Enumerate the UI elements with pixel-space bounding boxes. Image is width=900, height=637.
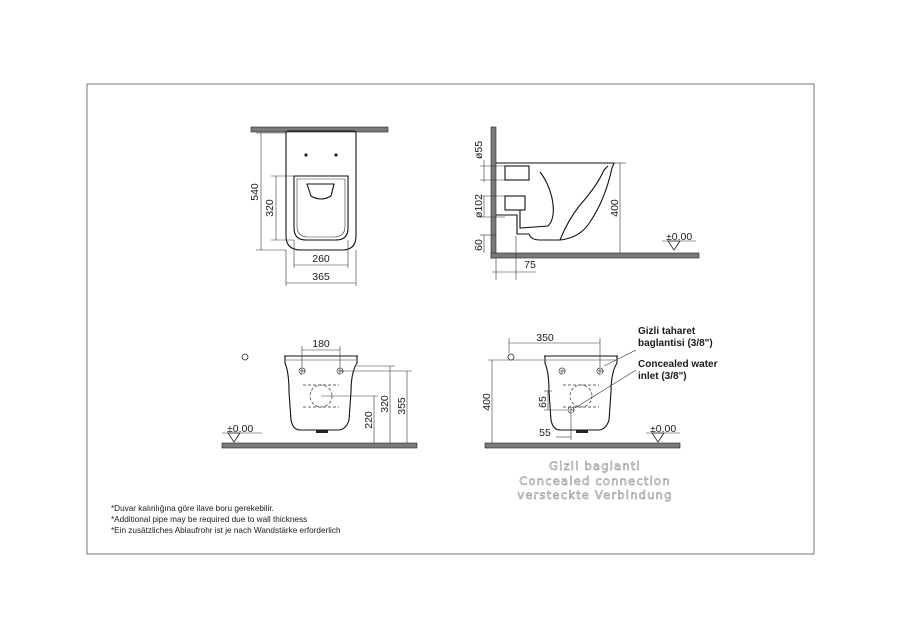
floor-slab [485, 443, 680, 448]
concealed-label-en: Concealed connection [519, 474, 671, 488]
dim-55: 55 [539, 427, 551, 439]
dim-260: 260 [312, 253, 330, 265]
dim-350: 350 [536, 332, 554, 344]
front-view-top [249, 127, 388, 286]
footnote-de: *Ein zusätzliches Ablaufrohr ist je nach Wandstärke erforderlich [111, 526, 341, 535]
dim-65: 65 [537, 396, 549, 408]
waste-stub [576, 430, 588, 433]
dim-d55: ø55 [473, 140, 485, 160]
dim-355: 355 [396, 397, 408, 415]
wall-vertical [491, 127, 496, 258]
level-marker [662, 231, 696, 250]
callout-water-line1: Concealed water [638, 359, 718, 370]
outlet-dashed-circle [570, 385, 592, 407]
footnote-en: *Additional pipe may be required due to wall thickness [111, 515, 308, 524]
dim-540: 540 [249, 183, 261, 201]
bowl-front-outline [285, 356, 357, 430]
bowl-outline [286, 131, 356, 250]
side-view-bottom [481, 326, 718, 448]
drawing-frame [87, 84, 814, 554]
outlet-fitting [505, 196, 525, 210]
dim-60: 60 [473, 239, 485, 251]
side-view-top [473, 127, 699, 280]
fixing-bolt-right [334, 153, 337, 156]
concealed-connection-labels [517, 459, 672, 502]
front-view-bottom [222, 338, 417, 448]
inlet-fitting [505, 166, 529, 180]
level-label: ±0.00 [227, 423, 254, 435]
level-label: ±0.00 [666, 231, 693, 243]
seat-inner-outline [297, 179, 345, 237]
seat-outline [294, 176, 348, 240]
dim-365: 365 [312, 271, 330, 283]
dim-d102: ø102 [473, 194, 485, 218]
floor-slab [491, 253, 699, 258]
dim-320: 320 [264, 199, 276, 217]
level-marker [222, 423, 262, 442]
concealed-label-tr: Gizli baglanti [549, 459, 641, 473]
callout-bidet-line1: Gizli taharet [638, 326, 696, 337]
dim-400: 400 [481, 393, 493, 411]
bowl-profile [496, 163, 614, 240]
reference-circle [508, 354, 514, 360]
dim-75: 75 [524, 259, 536, 271]
floor-slab [222, 443, 417, 448]
footnotes [111, 504, 341, 535]
concealed-label-de: versteckte Verbindung [517, 488, 673, 502]
dim-400: 400 [609, 199, 621, 217]
dim-180: 180 [312, 338, 330, 350]
bowl-front-outline [545, 356, 617, 430]
level-marker [646, 423, 680, 442]
dim-320: 320 [379, 395, 391, 413]
callout-water-line2: inlet (3/8") [638, 371, 687, 382]
footnote-tr: *Duvar kalınlığına göre ilave boru gerekebilir. [111, 504, 274, 513]
callout-bidet-line2: baglantisi (3/8") [638, 338, 713, 349]
dim-220: 220 [363, 411, 375, 429]
outlet-shape [307, 184, 334, 199]
waste-stub [316, 430, 328, 433]
reference-circle [242, 354, 248, 360]
fixing-bolt-left [304, 153, 307, 156]
level-label: ±0.00 [650, 423, 677, 435]
